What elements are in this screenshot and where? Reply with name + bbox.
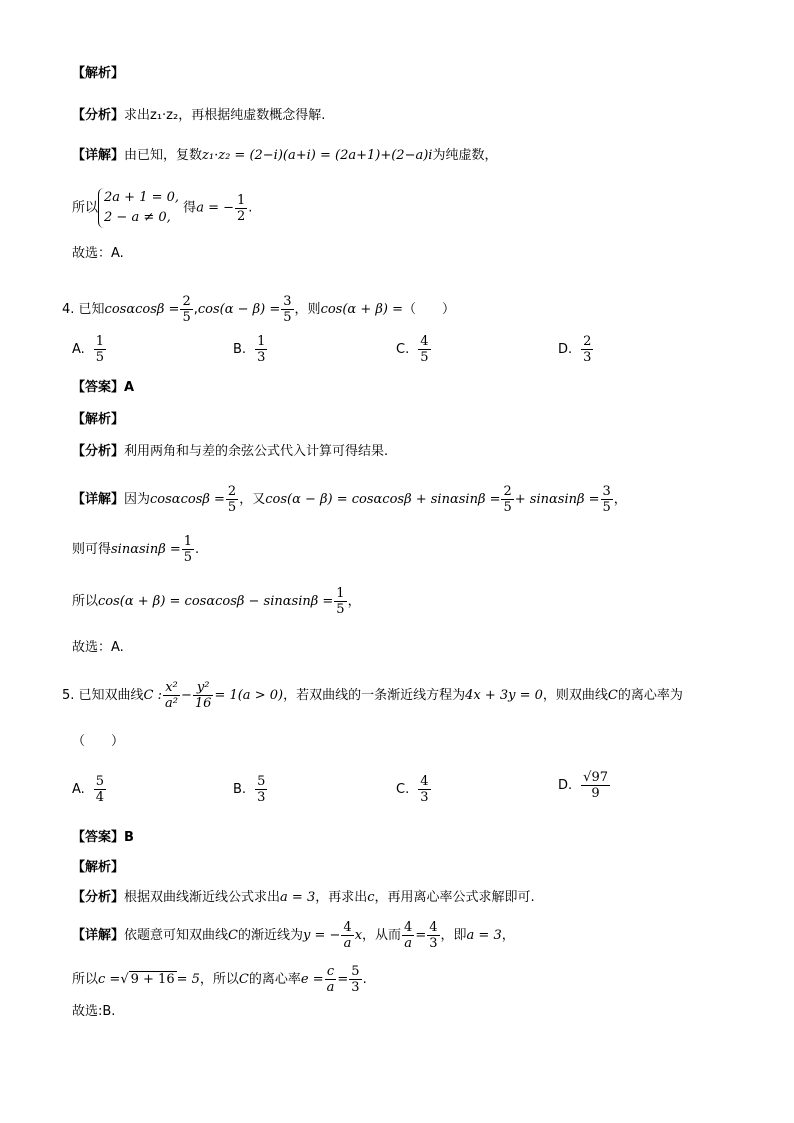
expr: C (607, 688, 618, 703)
jiexi-heading-3: 【解析】 (72, 66, 125, 81)
expr: + sinαsinβ = (514, 492, 600, 507)
de-label: 得 (183, 200, 197, 216)
frac-num: c (325, 964, 337, 980)
system-line-1: 2a + 1 = 0, (104, 190, 180, 205)
answer-tag: 【答案】A (72, 380, 135, 395)
fenxi-5 (72, 888, 754, 908)
expr: cos(α − β) = cosαcosβ + sinαsinβ = (265, 492, 501, 507)
text: 依题意可知双曲线 (124, 928, 229, 943)
text: 的离心率为 (617, 688, 683, 703)
frac-den: 5 (503, 500, 512, 515)
option-label: C. (396, 781, 410, 797)
frac-num: √97 (583, 770, 608, 785)
expr: y = − (303, 928, 341, 943)
period: . (248, 200, 253, 216)
frac-den: 3 (429, 936, 438, 951)
frac-den: 5 (227, 500, 237, 515)
q5-option-d[interactable] (558, 770, 611, 801)
text: ，所以 (199, 972, 239, 987)
text: 的渐近线为 (237, 928, 303, 943)
expr: = 5 (176, 972, 200, 987)
xiangjie-tag: 【详解】 (72, 928, 125, 943)
expr: cosαcosβ = (150, 492, 225, 507)
frac-den: 5 (183, 550, 193, 565)
frac-num: 4 (404, 920, 413, 935)
fraction-half (235, 193, 247, 224)
xiangjie-3 (72, 146, 754, 166)
frac-num: 1 (257, 334, 266, 349)
option-label: D. (558, 341, 573, 357)
frac-den: a (404, 936, 413, 951)
q5-paren: （ ） (72, 734, 125, 749)
option-label: A. (72, 781, 85, 797)
text: ，再用离心率公式求解即可. (374, 890, 535, 905)
xiangjie-prefix: 由已知，复数 (124, 148, 203, 163)
q4-frac1 (180, 294, 192, 325)
xiangjie-4 (72, 480, 754, 520)
q4-number: 4. 已知 (62, 302, 105, 317)
answer-tag: 【答案】B (72, 830, 134, 845)
xiangjie-tag: 【详解】 (72, 148, 125, 163)
text: 所以 (72, 972, 99, 987)
suoyi-label: 所以 (72, 200, 99, 216)
suoyi-line-5: 所以c =√ 9 + 16 = 5，所以C的离心率e = $\frac{c}{a}$ = $\frac{5}{3}$ . (72, 964, 367, 995)
fenxi-tag: 【分析】 (72, 108, 125, 123)
xiangjie-tag: 【详解】 (72, 492, 125, 507)
text: ，若双曲线的一条渐近线方程为 (283, 688, 466, 703)
q4-ask: ，则 (294, 302, 321, 317)
frac-num: x² (163, 680, 180, 696)
frac-den: 3 (351, 980, 360, 995)
text: 所以 (72, 594, 99, 609)
fenxi-3 (72, 106, 754, 126)
frac-den: 3 (257, 350, 266, 365)
frac-den: 3 (583, 350, 592, 365)
frac-num: 2 (182, 294, 191, 309)
frac-den: a² (165, 696, 178, 711)
guxuan-3: 故选：A. (72, 246, 124, 261)
expr: e = (300, 972, 324, 987)
text: 根据双曲线渐近线公式求出 (124, 890, 281, 905)
frac-den: 2 (237, 208, 246, 224)
text: ，则双曲线 (542, 688, 608, 703)
frac-num: 1 (237, 192, 246, 208)
q5-answer (72, 828, 754, 848)
text: ，从而 (362, 928, 402, 943)
frac-num: 1 (95, 334, 105, 349)
expr: a = 3 (466, 928, 502, 943)
fenxi-tag: 【分析】 (72, 890, 125, 905)
guxuan-5: 故选:B. (72, 1004, 116, 1019)
sqrt-content: 9 + 16 (130, 972, 175, 987)
q4-answer (72, 378, 754, 398)
comma: , (193, 302, 198, 317)
frac-den: 5 (602, 500, 611, 515)
frac-num: 2 (583, 334, 592, 349)
frac-num: 1 (336, 586, 345, 601)
frac-num: 4 (343, 920, 352, 935)
frac-num: 4 (420, 774, 429, 789)
frac-num: 5 (95, 774, 105, 789)
q5-option-c[interactable] (396, 774, 432, 805)
xiangjie-equation: z₁·z₂ = (2−i)(a+i) = (2a+1)+(2−a)i (202, 148, 433, 163)
q4-frac2 (281, 294, 293, 325)
frac-den: 5 (95, 350, 105, 365)
frac-den: a (326, 980, 335, 995)
question-4-stem (62, 290, 754, 330)
jiexi-heading-5: 【解析】 (72, 860, 125, 875)
system-line-2: 2 − a ≠ 0, (104, 210, 171, 225)
q4-option-b[interactable] (233, 334, 268, 365)
text: ，再求出 (315, 890, 368, 905)
q4-expr3: cos(α + β) = (320, 302, 403, 317)
equals: = (337, 972, 349, 987)
expr: c = (98, 972, 121, 987)
ze-line-4 (72, 530, 754, 570)
frac-num: 5 (257, 774, 266, 789)
q5-option-b[interactable] (233, 774, 268, 805)
expr: C (238, 972, 249, 987)
frac-den: 16 (194, 696, 212, 711)
frac-den: 5 (283, 310, 292, 325)
condition-line-3 (72, 188, 754, 228)
text: 因为 (124, 492, 151, 507)
q5-number: 5. 已知双曲线 (62, 688, 144, 703)
frac-den: 9 (591, 786, 600, 801)
text: ， (347, 594, 361, 609)
text: ，又 (239, 492, 266, 507)
frac-den: a (343, 936, 352, 951)
expr: C (228, 928, 238, 943)
expr: cos(α + β) = cosαcosβ − sinαsinβ = (98, 594, 334, 609)
text: 则可得 (72, 542, 112, 557)
option-label: C. (396, 341, 410, 357)
fenxi-text: 利用两角和与差的余弦公式代入计算可得结果. (124, 444, 389, 459)
suoyi-line-4 (72, 582, 754, 622)
xiangjie-5 (72, 916, 754, 956)
fenxi-text: 求出z₁·z₂，再根据纯虚数概念得解. (124, 108, 326, 123)
frac-num: y² (193, 680, 214, 696)
frac-num: 5 (351, 964, 360, 979)
xiangjie-suffix: 为纯虚数， (432, 148, 498, 163)
frac-num: 1 (183, 534, 193, 549)
text: . (195, 542, 200, 557)
frac-num: 3 (283, 294, 292, 309)
option-label: D. (558, 777, 573, 793)
text: ，即 (440, 928, 467, 943)
frac-num: 2 (503, 484, 512, 499)
text: ， (613, 492, 627, 507)
frac-den: 4 (95, 790, 105, 805)
expr: C : (143, 688, 163, 703)
equation-system (98, 188, 179, 228)
option-label: B. (233, 781, 247, 797)
frac-num: 4 (429, 920, 438, 935)
frac-den: 5 (420, 350, 429, 365)
frac-den: 5 (336, 602, 345, 617)
option-label: A. (72, 341, 85, 357)
answer-a: a = − (196, 200, 234, 216)
q5-option-a[interactable] (72, 774, 107, 805)
fenxi-4 (72, 442, 754, 462)
q4-option-d[interactable] (558, 334, 594, 365)
equals: = (415, 928, 427, 943)
expr: c (367, 890, 375, 905)
fenxi-tag: 【分析】 (72, 444, 125, 459)
expr: 4x + 3y = 0 (465, 688, 543, 703)
frac-den: 5 (182, 310, 191, 325)
minus: − (180, 688, 192, 703)
expr: a = 3 (280, 890, 316, 905)
frac-den: 3 (420, 790, 429, 805)
frac-num: 4 (420, 334, 429, 349)
q4-expr2: cos(α − β) = (197, 302, 281, 317)
q4-expr1: cosαcosβ = (104, 302, 180, 317)
text: . (362, 972, 367, 987)
q4-paren: （ ） (402, 302, 455, 317)
jiexi-heading-4: 【解析】 (72, 412, 125, 427)
expr: = 1(a > 0) (214, 688, 284, 703)
question-5-stem (62, 676, 754, 716)
text: ， (501, 928, 515, 943)
q4-option-a[interactable] (72, 334, 107, 365)
expr: x (354, 928, 363, 943)
frac-den: 3 (257, 790, 266, 805)
q4-option-c[interactable] (396, 334, 432, 365)
frac-num: 2 (227, 484, 237, 499)
text: 的离心率 (248, 972, 301, 987)
option-label: B. (233, 341, 247, 357)
guxuan-4: 故选：A. (72, 640, 124, 655)
expr: sinαsinβ = (111, 542, 181, 557)
frac-num: 3 (602, 484, 611, 499)
